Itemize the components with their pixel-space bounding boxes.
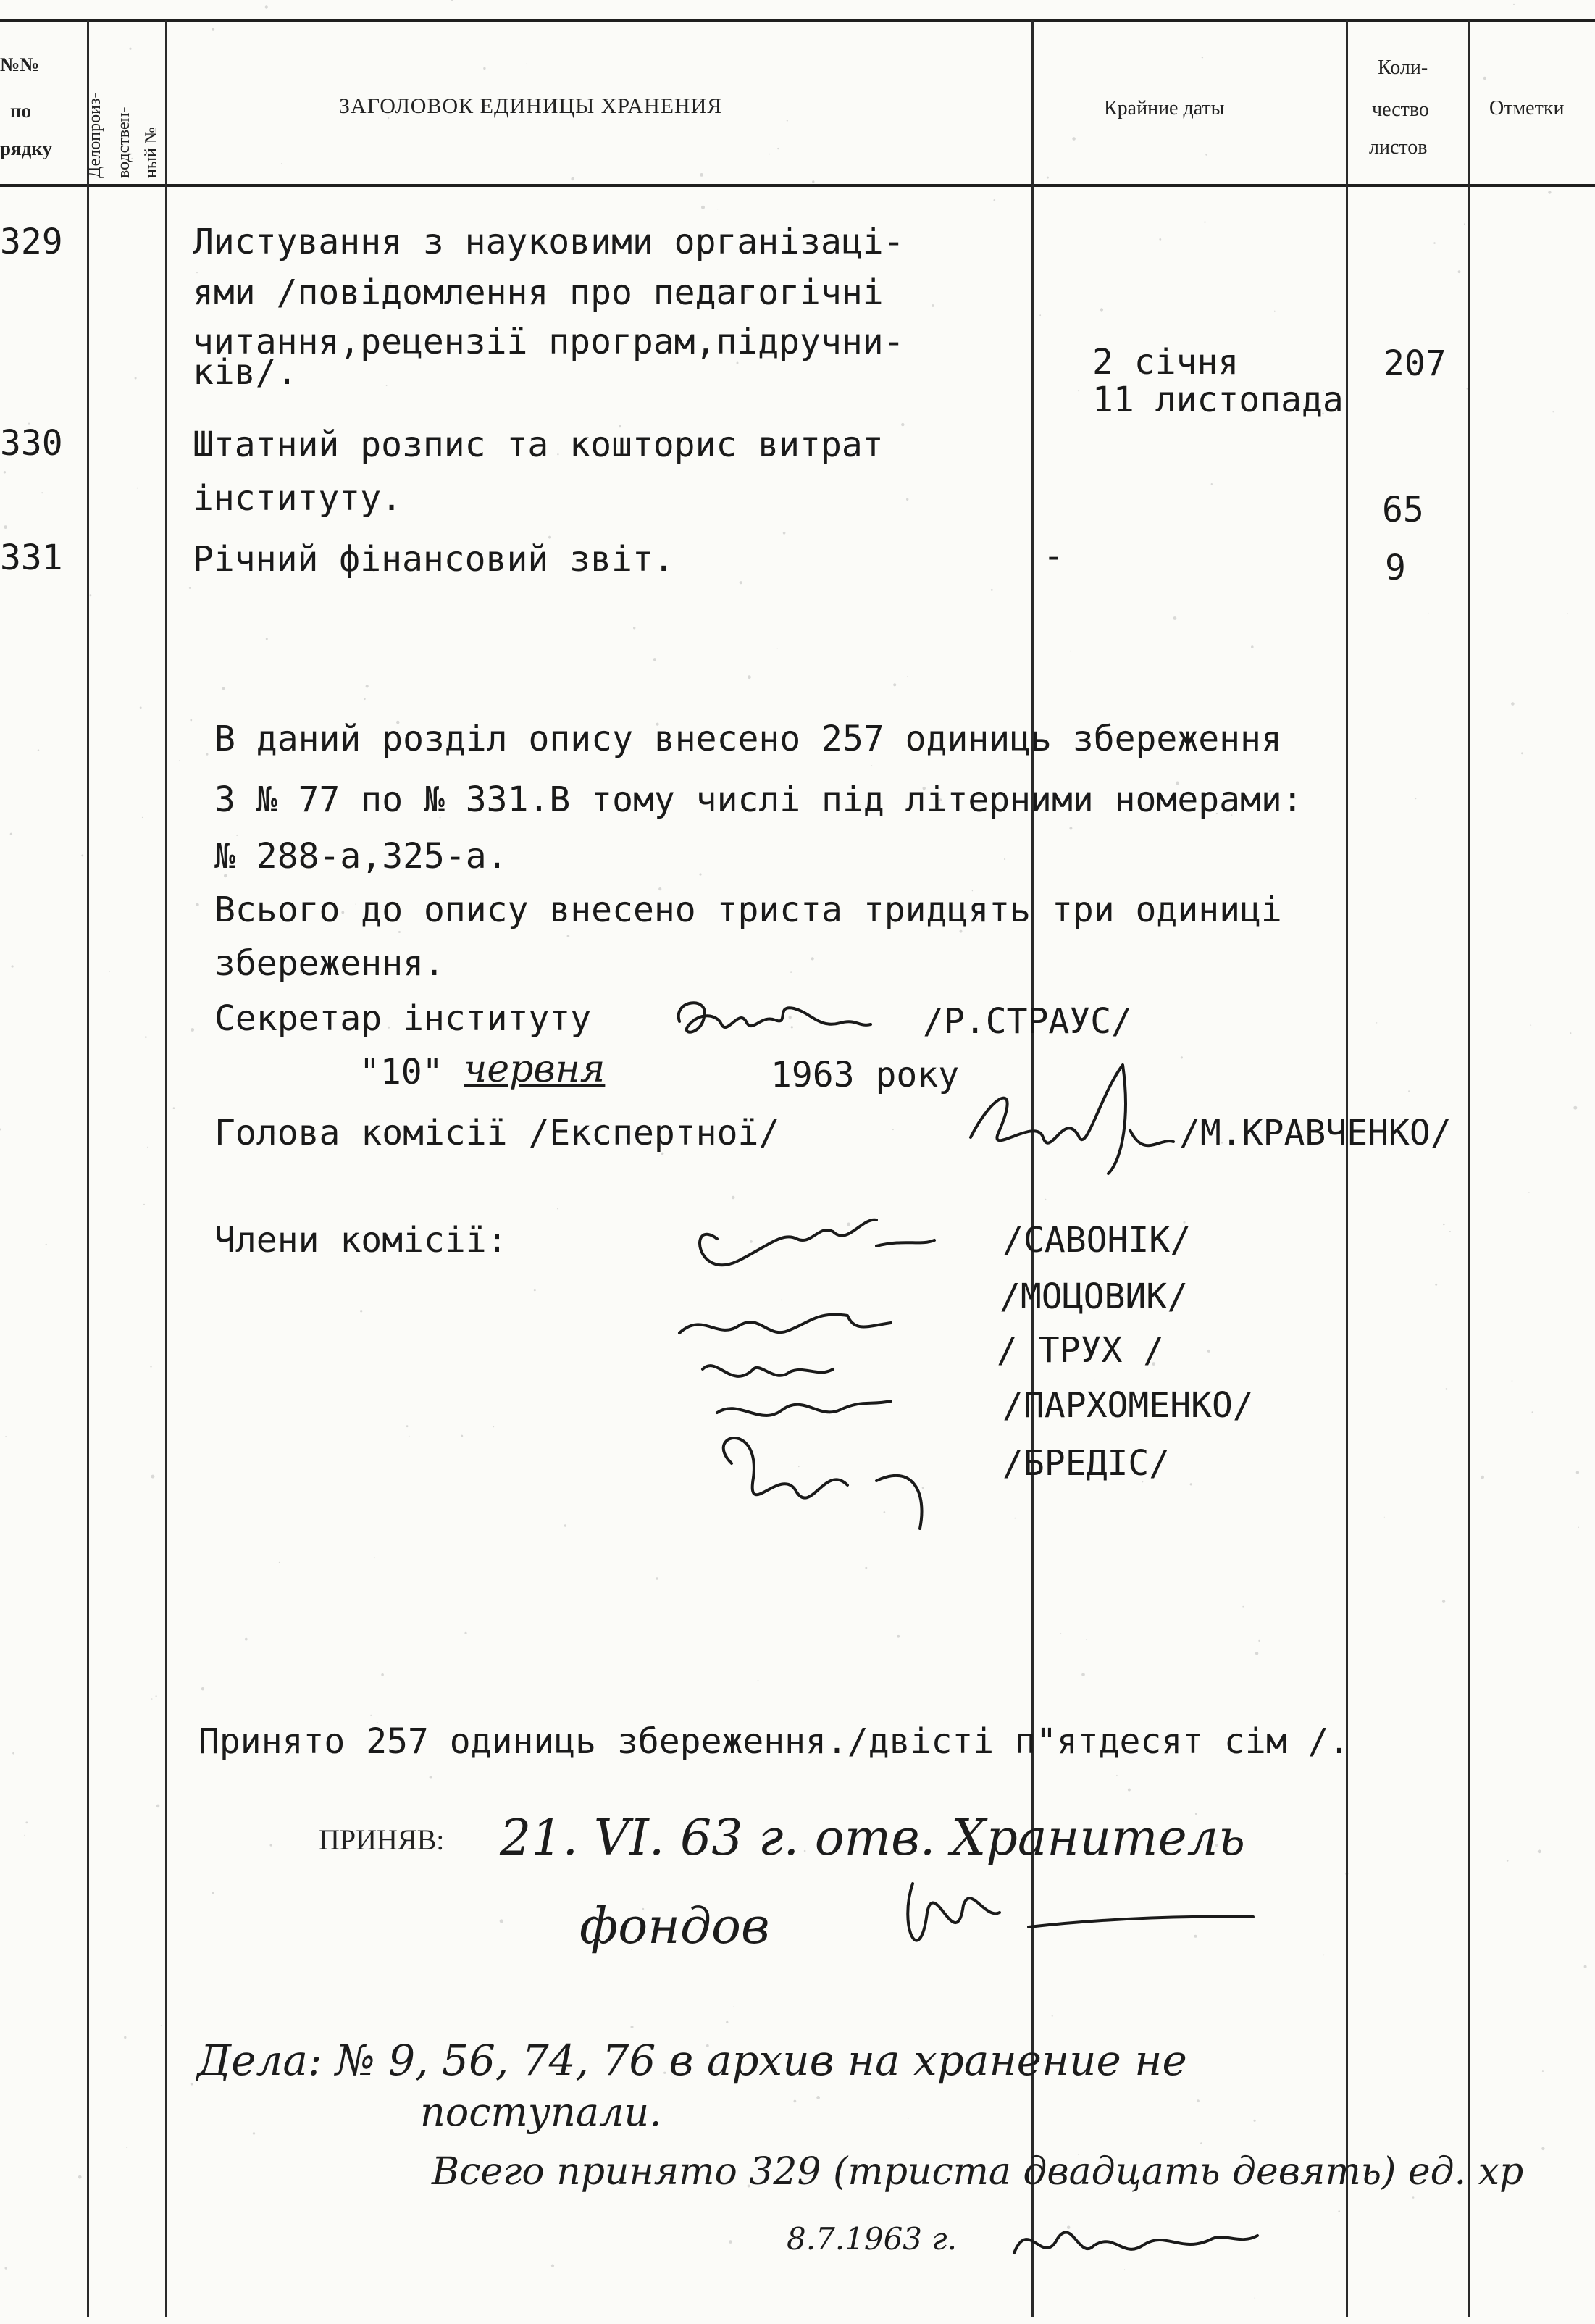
received-text-fonds: фондов — [579, 1898, 770, 1955]
entry-number: 330 — [0, 423, 63, 464]
entry-number: 329 — [0, 222, 63, 262]
header-number-line2: по — [10, 100, 32, 122]
commission-member: / ТРУХ / — [997, 1330, 1165, 1371]
commission-head-label: Голова комісії /Експертної/ — [214, 1113, 780, 1153]
secretary-date-month: червня — [464, 1048, 606, 1091]
summary-line: З № 77 по № 331.В тому числі під літерними номерами: — [214, 779, 1303, 820]
entry-title-line: читання,рецензії програм,підручни- — [193, 322, 905, 362]
entry-sheets: 65 — [1382, 490, 1424, 530]
note-line: Дела: № 9, 56, 74, 76 в архив на хранение не — [197, 2036, 1187, 2085]
entry-sheets: 9 — [1385, 548, 1406, 588]
header-count-line2: чество — [1372, 99, 1429, 121]
entry-title-line: Річний фінансовий звіт. — [193, 539, 674, 580]
note-date: 8.7.1963 г. — [787, 2221, 957, 2257]
column-line-1 — [87, 20, 89, 2317]
received-text: 21. VI. 63 г. отв. Хранитель — [500, 1810, 1246, 1867]
secretary-date-year: 1963 року — [771, 1055, 960, 1095]
entry-date-start: 2 січня — [1092, 342, 1239, 383]
commission-member: /ПАРХОМЕНКО/ — [1002, 1385, 1254, 1426]
secretary-date-day: "10" — [359, 1052, 443, 1092]
header-count-line1: Коли- — [1378, 57, 1428, 79]
note-line: поступали. — [420, 2089, 662, 2135]
commission-member: /БРЕДІС/ — [1002, 1443, 1171, 1484]
commission-head-name: /М.КРАВЧЕНКО/ — [1179, 1113, 1452, 1153]
final-signature — [1000, 2202, 1275, 2282]
commission-head-signature — [956, 1050, 1195, 1195]
entry-number: 331 — [0, 538, 63, 578]
entry-sheets: 207 — [1383, 343, 1447, 384]
commission-members-label: Члени комісії: — [214, 1220, 508, 1261]
header-notes: Отметки — [1489, 97, 1565, 120]
header-number-line3: рядку — [0, 138, 52, 159]
entry-title-line: Листування з науковими організаці- — [193, 222, 905, 262]
member-signatures — [674, 1188, 978, 1550]
summary-line: № 288-а,325-а. — [214, 836, 508, 877]
header-number-line1: №№ — [0, 54, 40, 75]
entry-title-line: ями /повідомлення про педагогічні — [193, 272, 884, 313]
entry-date-dash: - — [1043, 536, 1064, 577]
commission-member: /САВОНІК/ — [1002, 1220, 1192, 1261]
secretary-name: /Р.СТРАУС/ — [923, 1001, 1132, 1042]
entry-title-line: інституту. — [193, 478, 402, 519]
accepted-line: Принято 257 одиниць збереження./двісті п"ятдесят сім /. — [198, 1721, 1350, 1762]
header-office-line3: ный № — [142, 127, 161, 178]
summary-line: В даний розділ опису внесено 257 одиниць збереження — [214, 719, 1282, 759]
column-line-4 — [1346, 20, 1348, 2317]
top-rule — [0, 19, 1595, 22]
keeper-signature — [891, 1869, 1268, 1985]
summary-line: збереження. — [214, 943, 445, 984]
header-bottom-rule — [0, 184, 1595, 187]
note-line: Всего принято 329 (триста двадцать девять) ед. хр — [432, 2150, 1524, 2194]
entry-title-line: ків/. — [193, 352, 298, 393]
commission-member: /МОЦОВИК/ — [1000, 1276, 1189, 1317]
header-office-line2: водствен- — [114, 106, 133, 178]
entry-title-line: Штатний розпис та кошторис витрат — [193, 425, 884, 465]
header-office-line1: Делопроиз- — [85, 92, 104, 178]
header-count-line3: листов — [1369, 136, 1428, 159]
entry-date-end: 11 листопада — [1092, 380, 1344, 420]
header-title: ЗАГОЛОВОК ЕДИНИЦЫ ХРАНЕНИЯ — [339, 94, 723, 118]
received-label: ПРИНЯВ: — [319, 1823, 445, 1856]
header-dates: Крайние даты — [1104, 97, 1225, 120]
secretary-label: Секретар інституту — [214, 998, 592, 1039]
column-line-2 — [165, 20, 167, 2317]
summary-line: Всього до опису внесено триста тридцять три одиниці — [214, 890, 1282, 930]
secretary-signature — [666, 992, 927, 1050]
column-line-5 — [1468, 20, 1470, 2317]
